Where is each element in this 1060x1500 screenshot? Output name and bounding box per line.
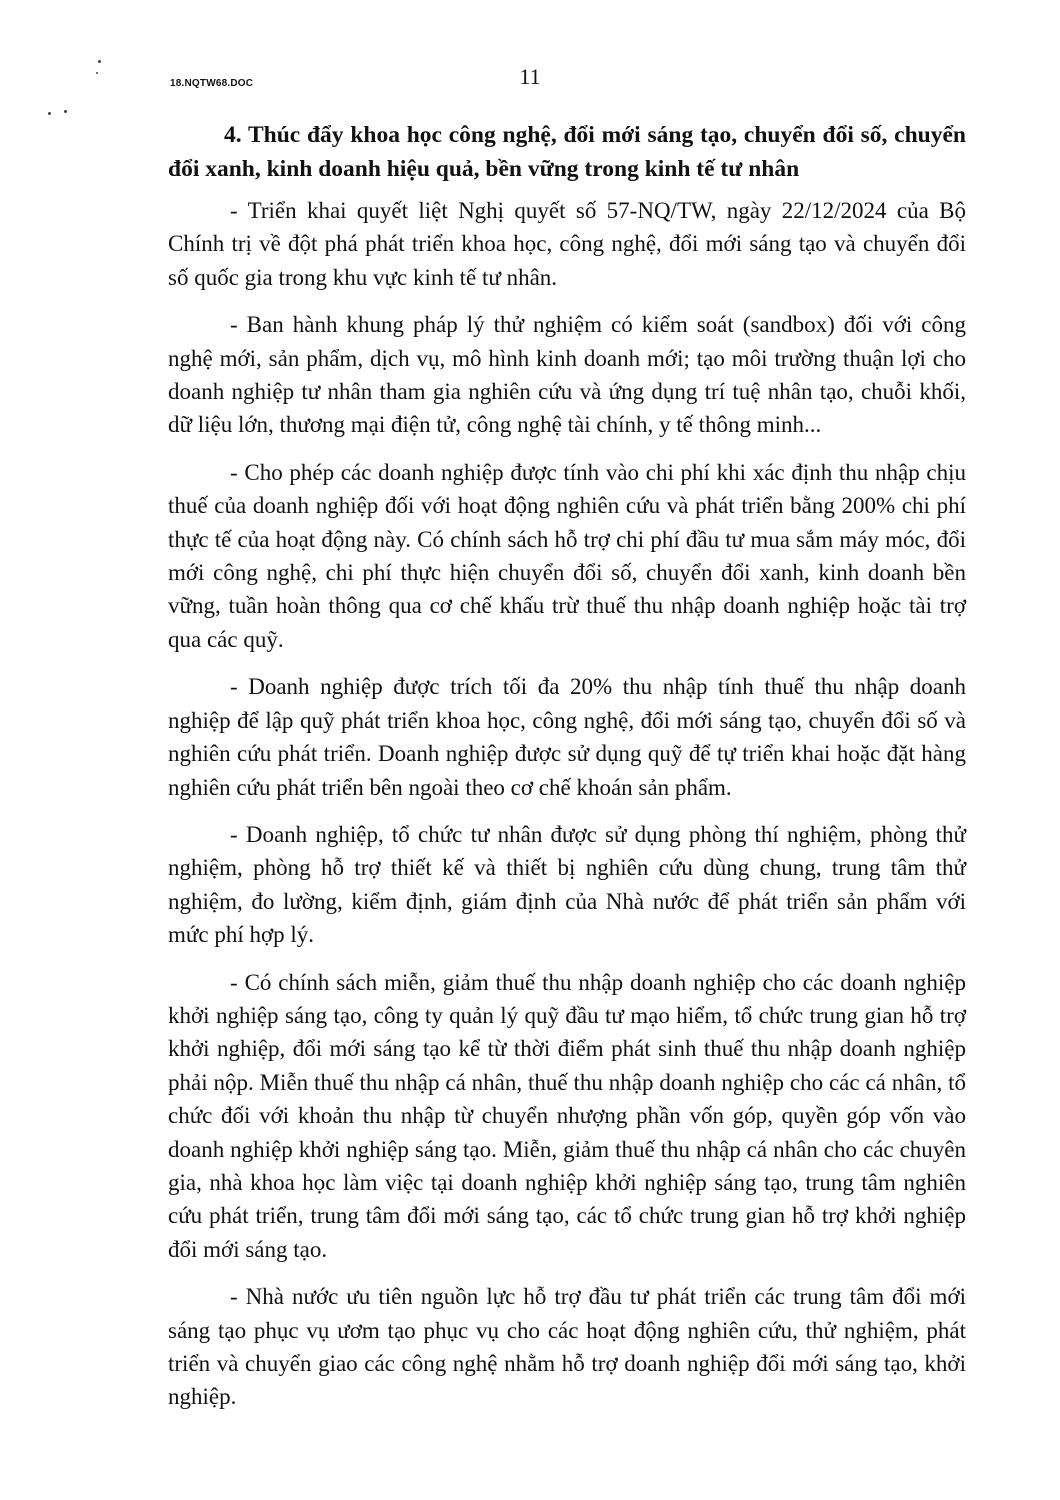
paragraph: - Ban hành khung pháp lý thử nghiệm có kiểm soát (sandbox) đối với công nghệ mới, sản phẩm, dịch vụ, mô hình kinh doanh mới; tạo môi trường thuận lợi cho doanh nghiệp tư nhân tham gia nghiên cứu và ứng dụng trí tuệ nhân tạo, chuỗi khối, dữ liệu lớn, thương mại điện tử, công nghệ tài chính, y tế thông minh... bbox=[168, 312, 966, 438]
scan-speck bbox=[48, 112, 51, 115]
paragraph: - Triển khai quyết liệt Nghị quyết số 57-NQ/TW, ngày 22/12/2024 của Bộ Chính trị về đột phá phát triển khoa học, công nghệ, đổi mới sáng tạo và chuyển đổi số quốc gia trong khu vực kinh tế tư nhân. bbox=[168, 198, 966, 290]
paragraph: - Cho phép các doanh nghiệp được tính vào chi phí khi xác định thu nhập chịu thuế của doanh nghiệp đối với hoạt động nghiên cứu và phát triển bằng 200% chi phí thực tế của hoạt động này. Có chính sách hỗ trợ chi phí đầu tư mua sắm máy móc, đổi mới công nghệ, chi phí thực hiện chuyển đổi số, chuyển đổi xanh, kinh doanh bền vững, tuần hoàn thông qua cơ chế khấu trừ thuế thu nhập doanh nghiệp hoặc tài trợ qua các quỹ. bbox=[168, 459, 966, 652]
page-number: 11 bbox=[519, 64, 541, 89]
scan-speck bbox=[64, 110, 67, 113]
paragraph: - Doanh nghiệp được trích tối đa 20% thu nhập tính thuế thu nhập doanh nghiệp để lập quỹ phát triển khoa học, công nghệ, đổi mới sáng tạo, chuyển đổi số và nghiên cứu phát triển. Doanh nghiệp được sử dụng quỹ để tự triển khai hoặc đặt hàng nghiên cứu phát triển bên ngoài theo cơ chế khoán sản phẩm. bbox=[168, 674, 966, 800]
paragraph: - Nhà nước ưu tiên nguồn lực hỗ trợ đầu tư phát triển các trung tâm đổi mới sáng tạo phục vụ ươm tạo phục vụ cho các hoạt động nghiên cứu, thử nghiệm, phát triển và chuyển giao các công nghệ nhằm hỗ trợ doanh nghiệp đổi mới sáng tạo, khởi nghiệp. bbox=[168, 1284, 966, 1410]
scan-speck bbox=[98, 60, 101, 63]
document-code: 18.NQTW68.DOC bbox=[170, 78, 254, 89]
section-heading: 4. Thúc đẩy khoa học công nghệ, đổi mới sáng tạo, chuyển đổi số, chuyển đổi xanh, kinh doanh hiệu quả, bền vững trong kinh tế tư nhân bbox=[168, 122, 966, 182]
paragraph: - Có chính sách miễn, giảm thuế thu nhập doanh nghiệp cho các doanh nghiệp khởi nghiệp sáng tạo, công ty quản lý quỹ đầu tư mạo hiểm, tổ chức trung gian hỗ trợ khởi nghiệp, đổi mới sáng tạo kể từ thời điểm phát sinh thuế thu nhập doanh nghiệp phải nộp. Miễn thuế thu nhập cá nhân, thuế thu nhập doanh nghiệp cho các cá nhân, tổ chức đối với khoản thu nhập từ chuyển nhượng phần vốn góp, quyền góp vốn vào doanh nghiệp khởi nghiệp sáng tạo. Miễn, giảm thuế thu nhập cá nhân cho các chuyên gia, nhà khoa học làm việc tại doanh nghiệp khởi nghiệp sáng tạo, trung tâm nghiên cứu phát triển, trung tâm đổi mới sáng tạo, các tổ chức trung gian hỗ trợ khởi nghiệp đổi mới sáng tạo. bbox=[168, 969, 966, 1262]
paragraph: - Doanh nghiệp, tổ chức tư nhân được sử dụng phòng thí nghiệm, phòng thử nghiệm, phòng hỗ trợ thiết kế và thiết bị nghiên cứu dùng chung, trung tâm thử nghiệm, đo lường, kiểm định, giám định của Nhà nước để phát triển sản phẩm với mức phí hợp lý. bbox=[168, 821, 966, 948]
page-body bbox=[168, 118, 966, 1428]
